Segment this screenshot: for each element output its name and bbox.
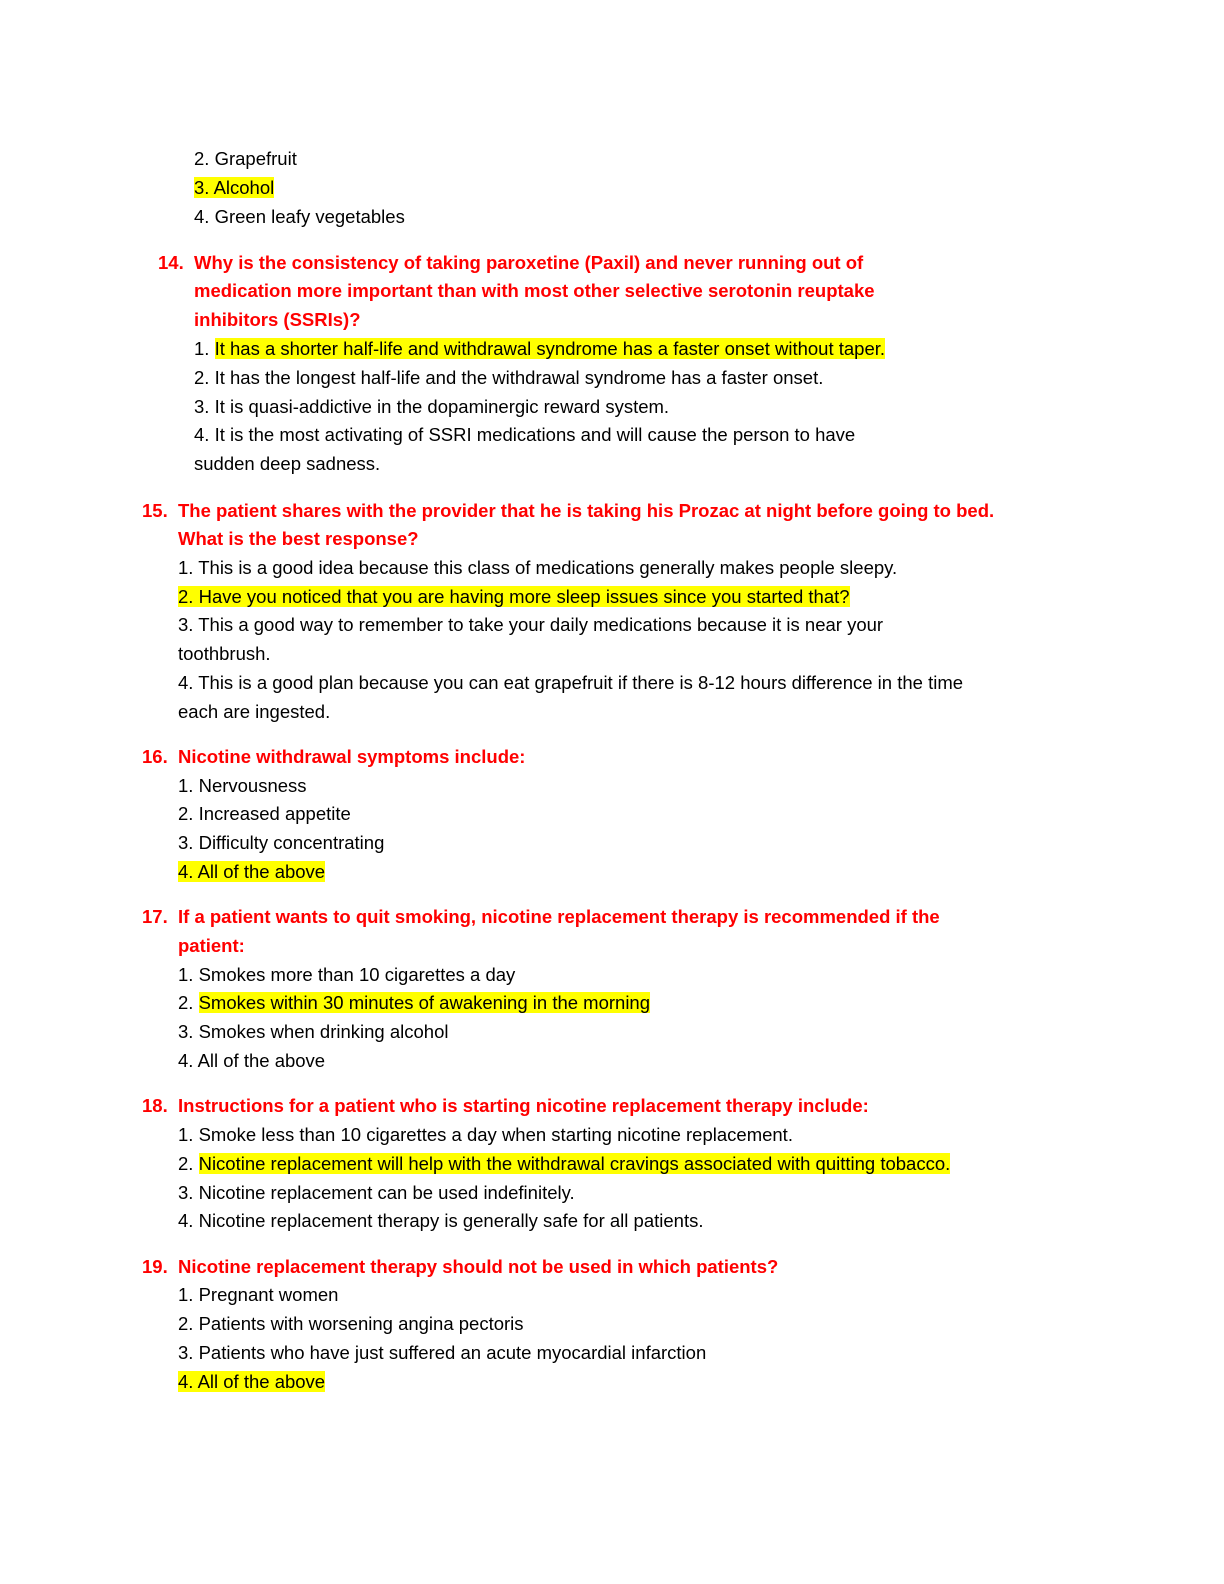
option-text: Grapefruit xyxy=(214,148,297,169)
option-line xyxy=(194,146,297,172)
option-line-correct xyxy=(178,990,650,1016)
option-prefix: 1. xyxy=(194,338,215,359)
option-prefix: 3. xyxy=(178,1021,199,1042)
option-line xyxy=(178,962,515,988)
option-line-correct xyxy=(194,175,274,201)
option-prefix: 3. xyxy=(194,396,215,417)
option-text: Increased appetite xyxy=(198,803,351,824)
option-prefix: 2. xyxy=(178,586,199,607)
option-text: Green leafy vegetables xyxy=(214,206,405,227)
option-line-correct xyxy=(194,336,885,362)
option-line-correct xyxy=(178,1151,950,1177)
question-number: 19. xyxy=(142,1256,168,1277)
option-prefix: 2. xyxy=(194,367,215,388)
option-prefix: 4. xyxy=(178,1210,199,1231)
option-text: This is a good plan because you can eat grapefruit if there is 8-12 hours difference in the time xyxy=(198,672,964,693)
question-text: What is the best response? xyxy=(178,528,419,549)
option-prefix: 2. xyxy=(178,1153,199,1174)
option-text: Nicotine replacement can be used indefinitely. xyxy=(198,1182,575,1203)
question-number: 18. xyxy=(142,1095,168,1116)
option-line-correct xyxy=(178,1369,325,1395)
option-prefix: 4. xyxy=(178,1371,198,1392)
question-text: patient: xyxy=(178,935,245,956)
option-line xyxy=(178,555,897,581)
option-line xyxy=(178,1208,703,1234)
option-text-highlighted: Nicotine replacement will help with the withdrawal cravings associated with quitting tobacco. xyxy=(198,1153,951,1174)
option-continuation: toothbrush. xyxy=(178,643,271,664)
option-prefix: 3. xyxy=(178,1182,199,1203)
option-text: It has the longest half-life and the withdrawal syndrome has a faster onset. xyxy=(214,367,824,388)
option-line xyxy=(194,422,855,448)
question-number: 16. xyxy=(142,746,168,767)
option-line xyxy=(194,204,405,230)
option-text: Smokes when drinking alcohol xyxy=(198,1021,449,1042)
question-text: inhibitors (SSRIs)? xyxy=(194,309,361,330)
option-prefix: 1. xyxy=(178,775,199,796)
question-text: Instructions for a patient who is starting nicotine replacement therapy include: xyxy=(178,1095,869,1116)
option-text: Nicotine replacement therapy is generally safe for all patients. xyxy=(198,1210,704,1231)
question-text: Nicotine replacement therapy should not be used in which patients? xyxy=(178,1256,779,1277)
question-number: 14. xyxy=(158,252,184,273)
option-prefix: 2. xyxy=(178,1313,199,1334)
option-line-correct xyxy=(178,584,850,610)
option-prefix: 1. xyxy=(178,1284,199,1305)
option-line xyxy=(178,1180,575,1206)
option-text: Smoke less than 10 cigarettes a day when starting nicotine replacement. xyxy=(198,1124,793,1145)
option-line xyxy=(178,801,351,827)
question-text: If a patient wants to quit smoking, nicotine replacement therapy is recommended if the xyxy=(178,906,940,927)
question-text: Why is the consistency of taking paroxetine (Paxil) and never running out of xyxy=(194,252,864,273)
option-text: Difficulty concentrating xyxy=(198,832,385,853)
option-text: It is quasi-addictive in the dopaminergic reward system. xyxy=(214,396,670,417)
option-text-highlighted: Smokes within 30 minutes of awakening in the morning xyxy=(198,992,651,1013)
option-line xyxy=(178,1048,325,1074)
option-text-highlighted: All of the above xyxy=(197,1371,326,1392)
option-continuation: each are ingested. xyxy=(178,701,331,722)
option-text: This is a good idea because this class of medications generally makes people sleepy. xyxy=(198,557,898,578)
option-prefix: 4. xyxy=(178,672,199,693)
option-text: Pregnant women xyxy=(198,1284,339,1305)
option-prefix: 3. xyxy=(178,614,199,635)
option-text: Patients with worsening angina pectoris xyxy=(198,1313,524,1334)
question-text: The patient shares with the provider that he is taking his Prozac at night before going to bed. xyxy=(178,500,995,521)
option-prefix: 4. xyxy=(194,424,215,445)
option-continuation: sudden deep sadness. xyxy=(194,453,381,474)
option-text-highlighted: Have you noticed that you are having more sleep issues since you started that? xyxy=(198,586,850,607)
option-text: Nervousness xyxy=(198,775,307,796)
option-text-highlighted: All of the above xyxy=(197,861,326,882)
option-text: This a good way to remember to take your daily medications because it is near your xyxy=(198,614,884,635)
option-prefix: 1. xyxy=(178,557,199,578)
option-text: Smokes more than 10 cigarettes a day xyxy=(198,964,516,985)
option-line xyxy=(178,670,963,696)
option-line xyxy=(178,773,307,799)
option-line xyxy=(178,1122,793,1148)
option-text-highlighted: Alcohol xyxy=(213,177,275,198)
option-text: It is the most activating of SSRI medications and will cause the person to have xyxy=(214,424,856,445)
option-prefix: 1. xyxy=(178,964,199,985)
option-prefix: 1. xyxy=(178,1124,199,1145)
option-prefix: 2. xyxy=(178,992,199,1013)
option-prefix: 3. xyxy=(194,177,214,198)
question-number: 15. xyxy=(142,500,168,521)
question-number: 17. xyxy=(142,906,168,927)
option-prefix: 3. xyxy=(178,832,199,853)
option-line xyxy=(178,1282,338,1308)
option-line xyxy=(194,365,823,391)
option-line xyxy=(178,1019,448,1045)
option-line xyxy=(178,612,883,638)
question-text: Nicotine withdrawal symptoms include: xyxy=(178,746,526,767)
option-prefix: 4. xyxy=(178,861,198,882)
option-prefix: 4. xyxy=(194,206,215,227)
option-text: Patients who have just suffered an acute myocardial infarction xyxy=(198,1342,707,1363)
option-prefix: 2. xyxy=(194,148,215,169)
option-line-correct xyxy=(178,859,325,885)
option-line xyxy=(194,394,669,420)
option-prefix: 3. xyxy=(178,1342,199,1363)
option-line xyxy=(178,1340,706,1366)
option-line xyxy=(178,1311,524,1337)
question-text: medication more important than with most other selective serotonin reuptake xyxy=(194,280,875,301)
option-prefix: 4. xyxy=(178,1050,198,1071)
option-line xyxy=(178,830,384,856)
option-text: All of the above xyxy=(197,1050,326,1071)
option-prefix: 2. xyxy=(178,803,199,824)
option-text-highlighted: It has a shorter half-life and withdrawal syndrome has a faster onset without taper. xyxy=(214,338,886,359)
